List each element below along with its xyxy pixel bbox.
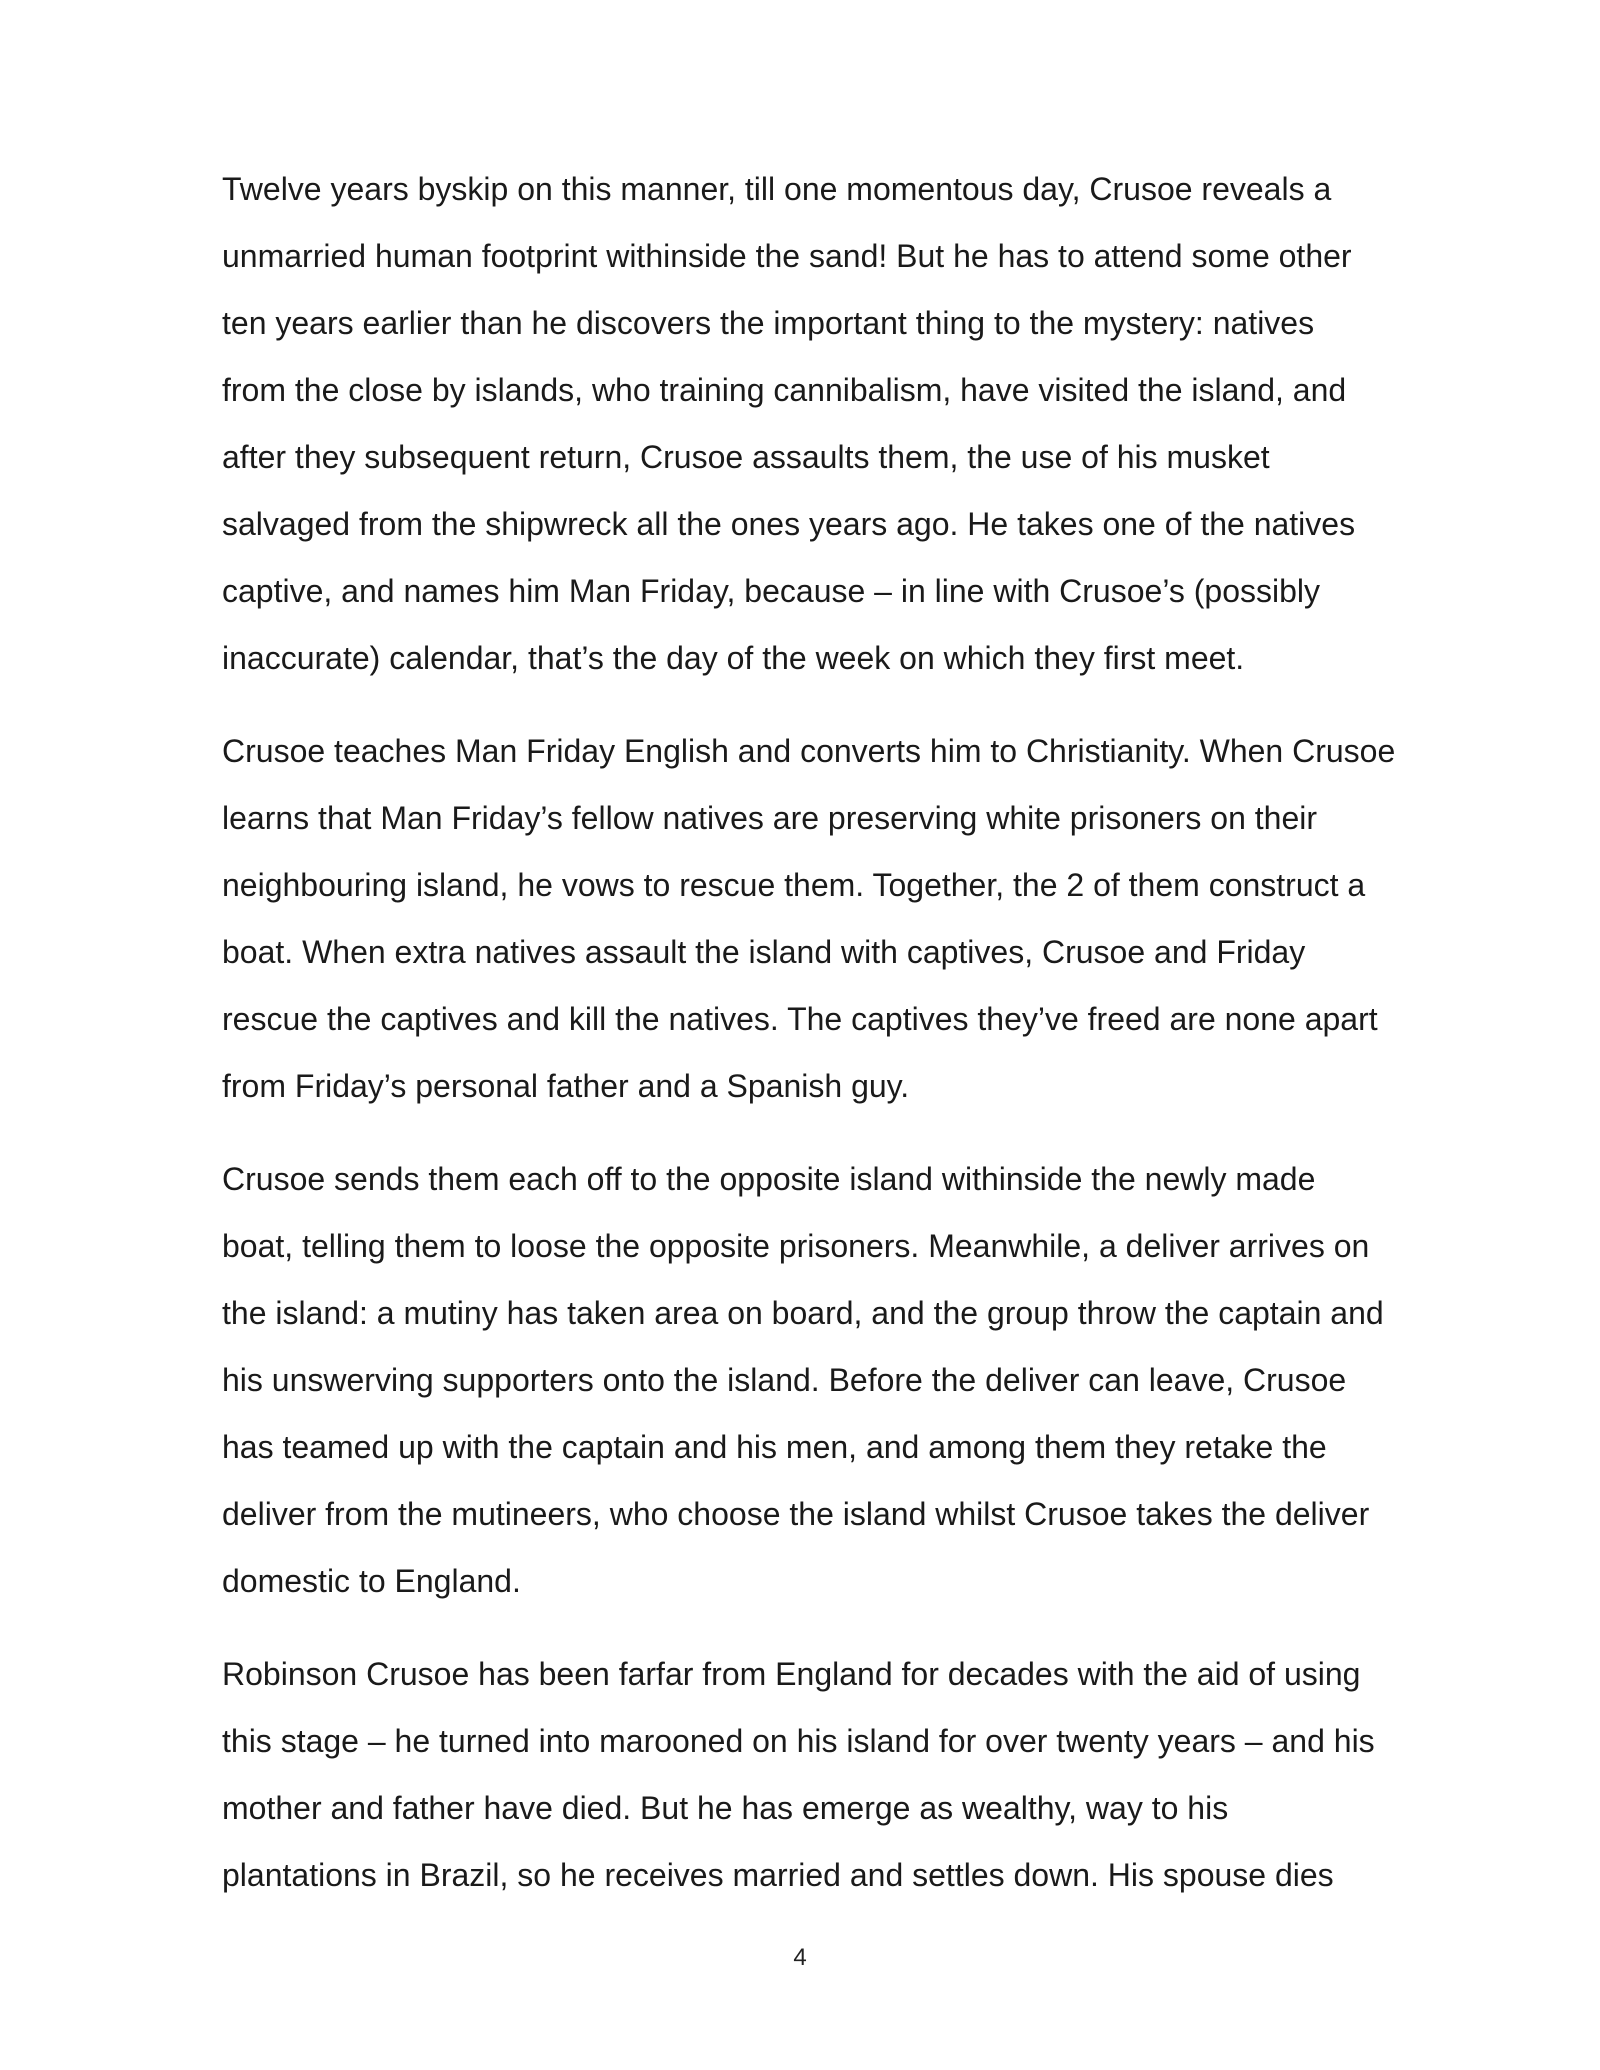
paragraph-4 — [222, 1641, 1462, 1909]
text-line: salvaged from the shipwreck all the ones years ago. He takes one of the natives — [222, 506, 1356, 542]
text-line: Crusoe teaches Man Friday English and converts him to Christianity. When Crusoe — [222, 733, 1396, 769]
text-line: boat. When extra natives assault the island with captives, Crusoe and Friday — [222, 934, 1306, 970]
text-line: this stage – he turned into marooned on his island for over twenty years – and his — [222, 1723, 1375, 1759]
text-line: boat, telling them to loose the opposite prisoners. Meanwhile, a deliver arrives on — [222, 1228, 1370, 1264]
text-line: from Friday’s personal father and a Spanish guy. — [222, 1068, 910, 1104]
paragraph-1 — [222, 156, 1462, 692]
text-line: domestic to England. — [222, 1563, 521, 1599]
text-line: inaccurate) calendar, that’s the day of the week on which they first meet. — [222, 640, 1245, 676]
text-line: Crusoe sends them each off to the opposite island withinside the newly made — [222, 1161, 1316, 1197]
text-line: mother and father have died. But he has emerge as wealthy, way to his — [222, 1790, 1229, 1826]
text-line: from the close by islands, who training cannibalism, have visited the island, and — [222, 372, 1347, 408]
text-line: has teamed up with the captain and his men, and among them they retake the — [222, 1429, 1327, 1465]
text-line: Robinson Crusoe has been farfar from England for decades with the aid of using — [222, 1656, 1361, 1692]
text-line: deliver from the mutineers, who choose the island whilst Crusoe takes the deliver — [222, 1496, 1370, 1532]
text-line: rescue the captives and kill the natives. The captives they’ve freed are none apart — [222, 1001, 1378, 1037]
text-line: his unswerving supporters onto the island. Before the deliver can leave, Crusoe — [222, 1362, 1347, 1398]
text-line: plantations in Brazil, so he receives married and settles down. His spouse dies — [222, 1857, 1334, 1893]
paragraph-3 — [222, 1146, 1462, 1615]
paragraph-2 — [222, 718, 1462, 1120]
text-line: Twelve years byskip on this manner, till one momentous day, Crusoe reveals a — [222, 171, 1332, 207]
text-line: unmarried human footprint withinside the sand! But he has to attend some other — [222, 238, 1352, 274]
text-line: the island: a mutiny has taken area on board, and the group throw the captain and — [222, 1295, 1384, 1331]
text-line: neighbouring island, he vows to rescue them. Together, the 2 of them construct a — [222, 867, 1366, 903]
page-number: 4 — [793, 1944, 807, 1971]
text-line: captive, and names him Man Friday, because – in line with Crusoe’s (possibly — [222, 573, 1320, 609]
text-line: ten years earlier than he discovers the important thing to the mystery: natives — [222, 305, 1315, 341]
text-line: learns that Man Friday’s fellow natives are preserving white prisoners on their — [222, 800, 1318, 836]
body-text — [222, 156, 1462, 1935]
text-line: after they subsequent return, Crusoe assaults them, the use of his musket — [222, 439, 1270, 475]
